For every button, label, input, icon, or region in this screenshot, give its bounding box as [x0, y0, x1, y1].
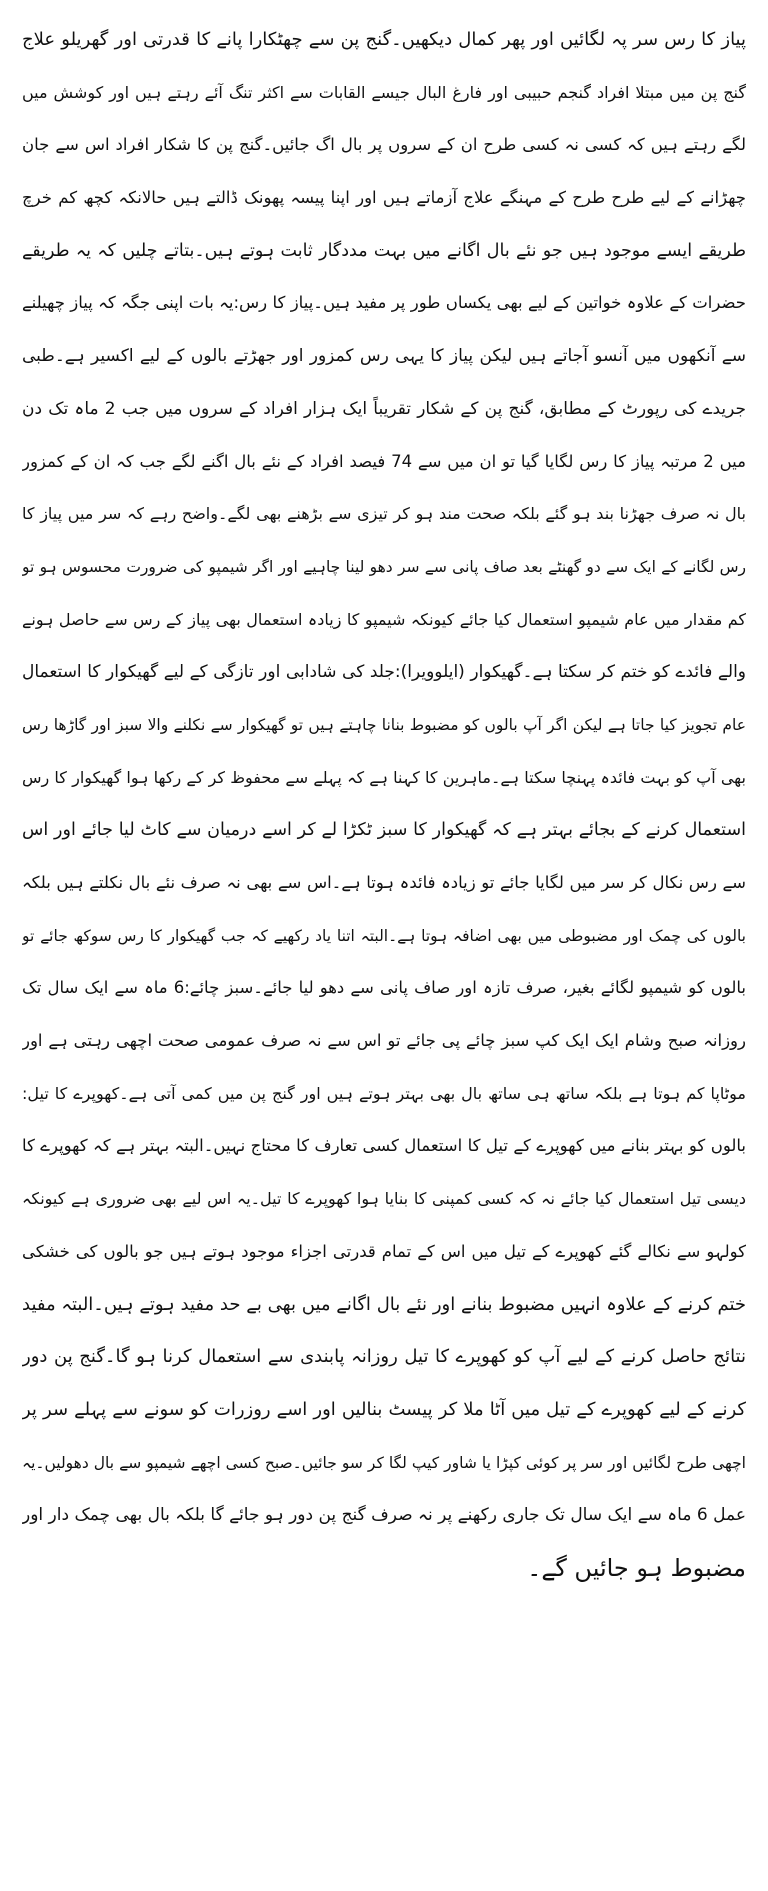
article-line: طریقے ایسے موجود ہیں جو نئے بال اگانے میں بہت مددگار ثابت ہوتے ہیں۔بتاتے چلیں کہ یہ طریقے: [22, 240, 746, 261]
article-line: کرنے کے لیے کھوپرے کے تیل میں آٹا ملا کر پیسٹ بنالیں اور اسے روزرات کو سونے سے پہلے سر پر: [22, 1398, 746, 1420]
article-line: مضبوط ہو جائیں گے۔: [527, 1553, 746, 1582]
article-line: جریدے کی رپورٹ کے مطابق، گنج پن کے شکار تقریباً ایک ہزار افراد کے سروں میں جب 2 ماہ تک دن: [22, 398, 746, 419]
article-line: اچھی طرح لگائیں اور سر پر کوئی کپڑا یا شاور کیپ لگا کر سو جائیں۔صبح کسی اچھے شیمپو سے بال دھولیں۔یہ: [22, 1453, 746, 1472]
article-line: لگے رہتے ہیں کہ کسی نہ کسی طرح ان کے سروں پر بال اگ جائیں۔گنج پن کا شکار افراد اس سے جان: [22, 135, 746, 155]
article-line: استعمال کرنے کے بجائے بہتر ہے کہ گھیکوار کا سبز ٹکڑا لے کر اسے درمیان سے کاٹ لیا جائے اور اس: [22, 820, 746, 841]
article-line: روزانہ صبح وشام ایک ایک کپ سبز چائے پی جائے تو اس سے نہ صرف عمومی صحت اچھی رہتی ہے اور: [22, 1031, 746, 1051]
article-line: سے رس نکال کر سر میں لگایا جائے تو زیادہ فائدہ ہوتا ہے۔اس سے بھی نہ صرف نئے بال نکلتے ہیں بلکہ: [22, 873, 746, 892]
article-line: دیسی تیل استعمال کیا جائے نہ کہ کسی کمپنی کا بنایا ہوا کھوپرے کا تیل۔یہ اس لیے بھی ضروری ہے کیونکہ: [22, 1189, 746, 1209]
article-line: عمل 6 ماہ سے ایک سال تک جاری رکھنے پر نہ صرف گنج پن دور ہو جائے گا بلکہ بال بھی چمک دار اور: [22, 1505, 746, 1526]
article-line: نتائج حاصل کرنے کے لیے آپ کو کھوپرے کا تیل روزانہ پابندی سے استعمال کرنا ہو گا۔گنج پن دور: [22, 1346, 746, 1368]
article-line: والے فائدے کو ختم کر سکتا ہے۔گھیکوار (ایلوویرا):جلد کی شادابی اور تازگی کے لیے گھیکوار کا استعمال: [22, 662, 746, 683]
article-line: گنج پن میں مبتلا افراد گنجم حبیبی اور فارغ البال جیسے القابات سے اکثر تنگ آئے رہتے ہیں اور کوشش میں: [22, 82, 746, 102]
article-line: میں 2 مرتبہ پیاز کا رس لگایا گیا تو ان میں سے 74 فیصد افراد کے نئے بال اگنے لگے جب کہ ان کے کمزور: [22, 451, 746, 471]
article-line: کولہو سے نکالے گئے کھوپرے کے تیل میں اس کے تمام قدرتی اجزاء موجود ہوتے ہیں جو بالوں کی خشکی: [22, 1241, 746, 1261]
article-line: کم مقدار میں عام شیمپو استعمال کیا جائے کیونکہ شیمپو کا زیادہ استعمال بھی پیاز کے رس سے حاصل ہونے: [22, 609, 746, 629]
article-line: بالوں کو شیمپو لگائے بغیر، صرف تازہ اور صاف پانی سے دھو لیا جائے۔سبز چائے:6 ماہ سے ایک سال تک: [22, 978, 746, 998]
article-line: بال نہ صرف جھڑنا بند ہو گئے بلکہ صحت مند ہو کر تیزی سے بڑھنے بھی لگے۔واضح رہے کہ سر میں پیاز کا: [22, 504, 746, 524]
article-line: چھڑانے کے لیے طرح طرح کے مہنگے علاج آزماتے ہیں اور اپنا پیسہ پھونک ڈالتے ہیں حالانکہ کچھ کم خرچ: [22, 188, 746, 208]
article-line: ختم کرنے کے علاوہ انہیں مضبوط بنانے اور نئے بال اگانے میں بھی بے حد مفید ہوتے ہیں۔البتہ مفید: [22, 1293, 746, 1315]
article-line: عام تجویز کیا جاتا ہے لیکن اگر آپ بالوں کو مضبوط بنانا چاہتے ہیں تو گھیکوار سے نکلنے والا سبز اور گاڑھا رس: [22, 715, 746, 734]
article-line: پیاز کا رس سر پہ لگائیں اور پھر کمال دیکھیں۔گنج پن سے چھٹکارا پانے کا قدرتی اور گھریلو علاج: [22, 29, 746, 50]
article-line: بالوں کی چمک اور مضبوطی میں بھی اضافہ ہوتا ہے۔البتہ اتنا یاد رکھیے کہ جب گھیکوار کا رس سوکھ جائے تو: [22, 926, 746, 945]
article-line: سے آنکھوں میں آنسو آجاتے ہیں لیکن پیاز کا یہی رس کمزور اور جھڑتے بالوں کے لیے اکسیر ہے۔طبی: [22, 346, 746, 367]
article-line: رس لگانے کے ایک سے دو گھنٹے بعد صاف پانی سے سر دھو لینا چاہیے اور اگر شیمپو کی ضرورت محسوس ہو تو: [22, 557, 746, 576]
article-line: بالوں کو بہتر بنانے میں کھوپرے کے تیل کا استعمال کسی تعارف کا محتاج نہیں۔البتہ بہتر ہے کہ کھوپرے کا: [22, 1136, 746, 1156]
article-line: موٹاپا کم ہوتا ہے بلکہ ساتھ ہی ساتھ بال بھی بہتر ہوتے ہیں اور گنج پن میں کمی آتی ہے۔کھوپرے کا تیل:: [22, 1083, 746, 1103]
article-line: بھی آپ کو بہت فائدہ پہنچا سکتا ہے۔ماہرین کا کہنا ہے کہ پہلے سے محفوظ کر کے رکھا ہوا گھیکوار کا رس: [22, 767, 746, 787]
article-line: حضرات کے علاوہ خواتین کے لیے بھی یکساں طور پر مفید ہیں۔پیاز کا رس:یہ بات اپنی جگہ کہ پیاز چھیلنے: [22, 293, 746, 313]
